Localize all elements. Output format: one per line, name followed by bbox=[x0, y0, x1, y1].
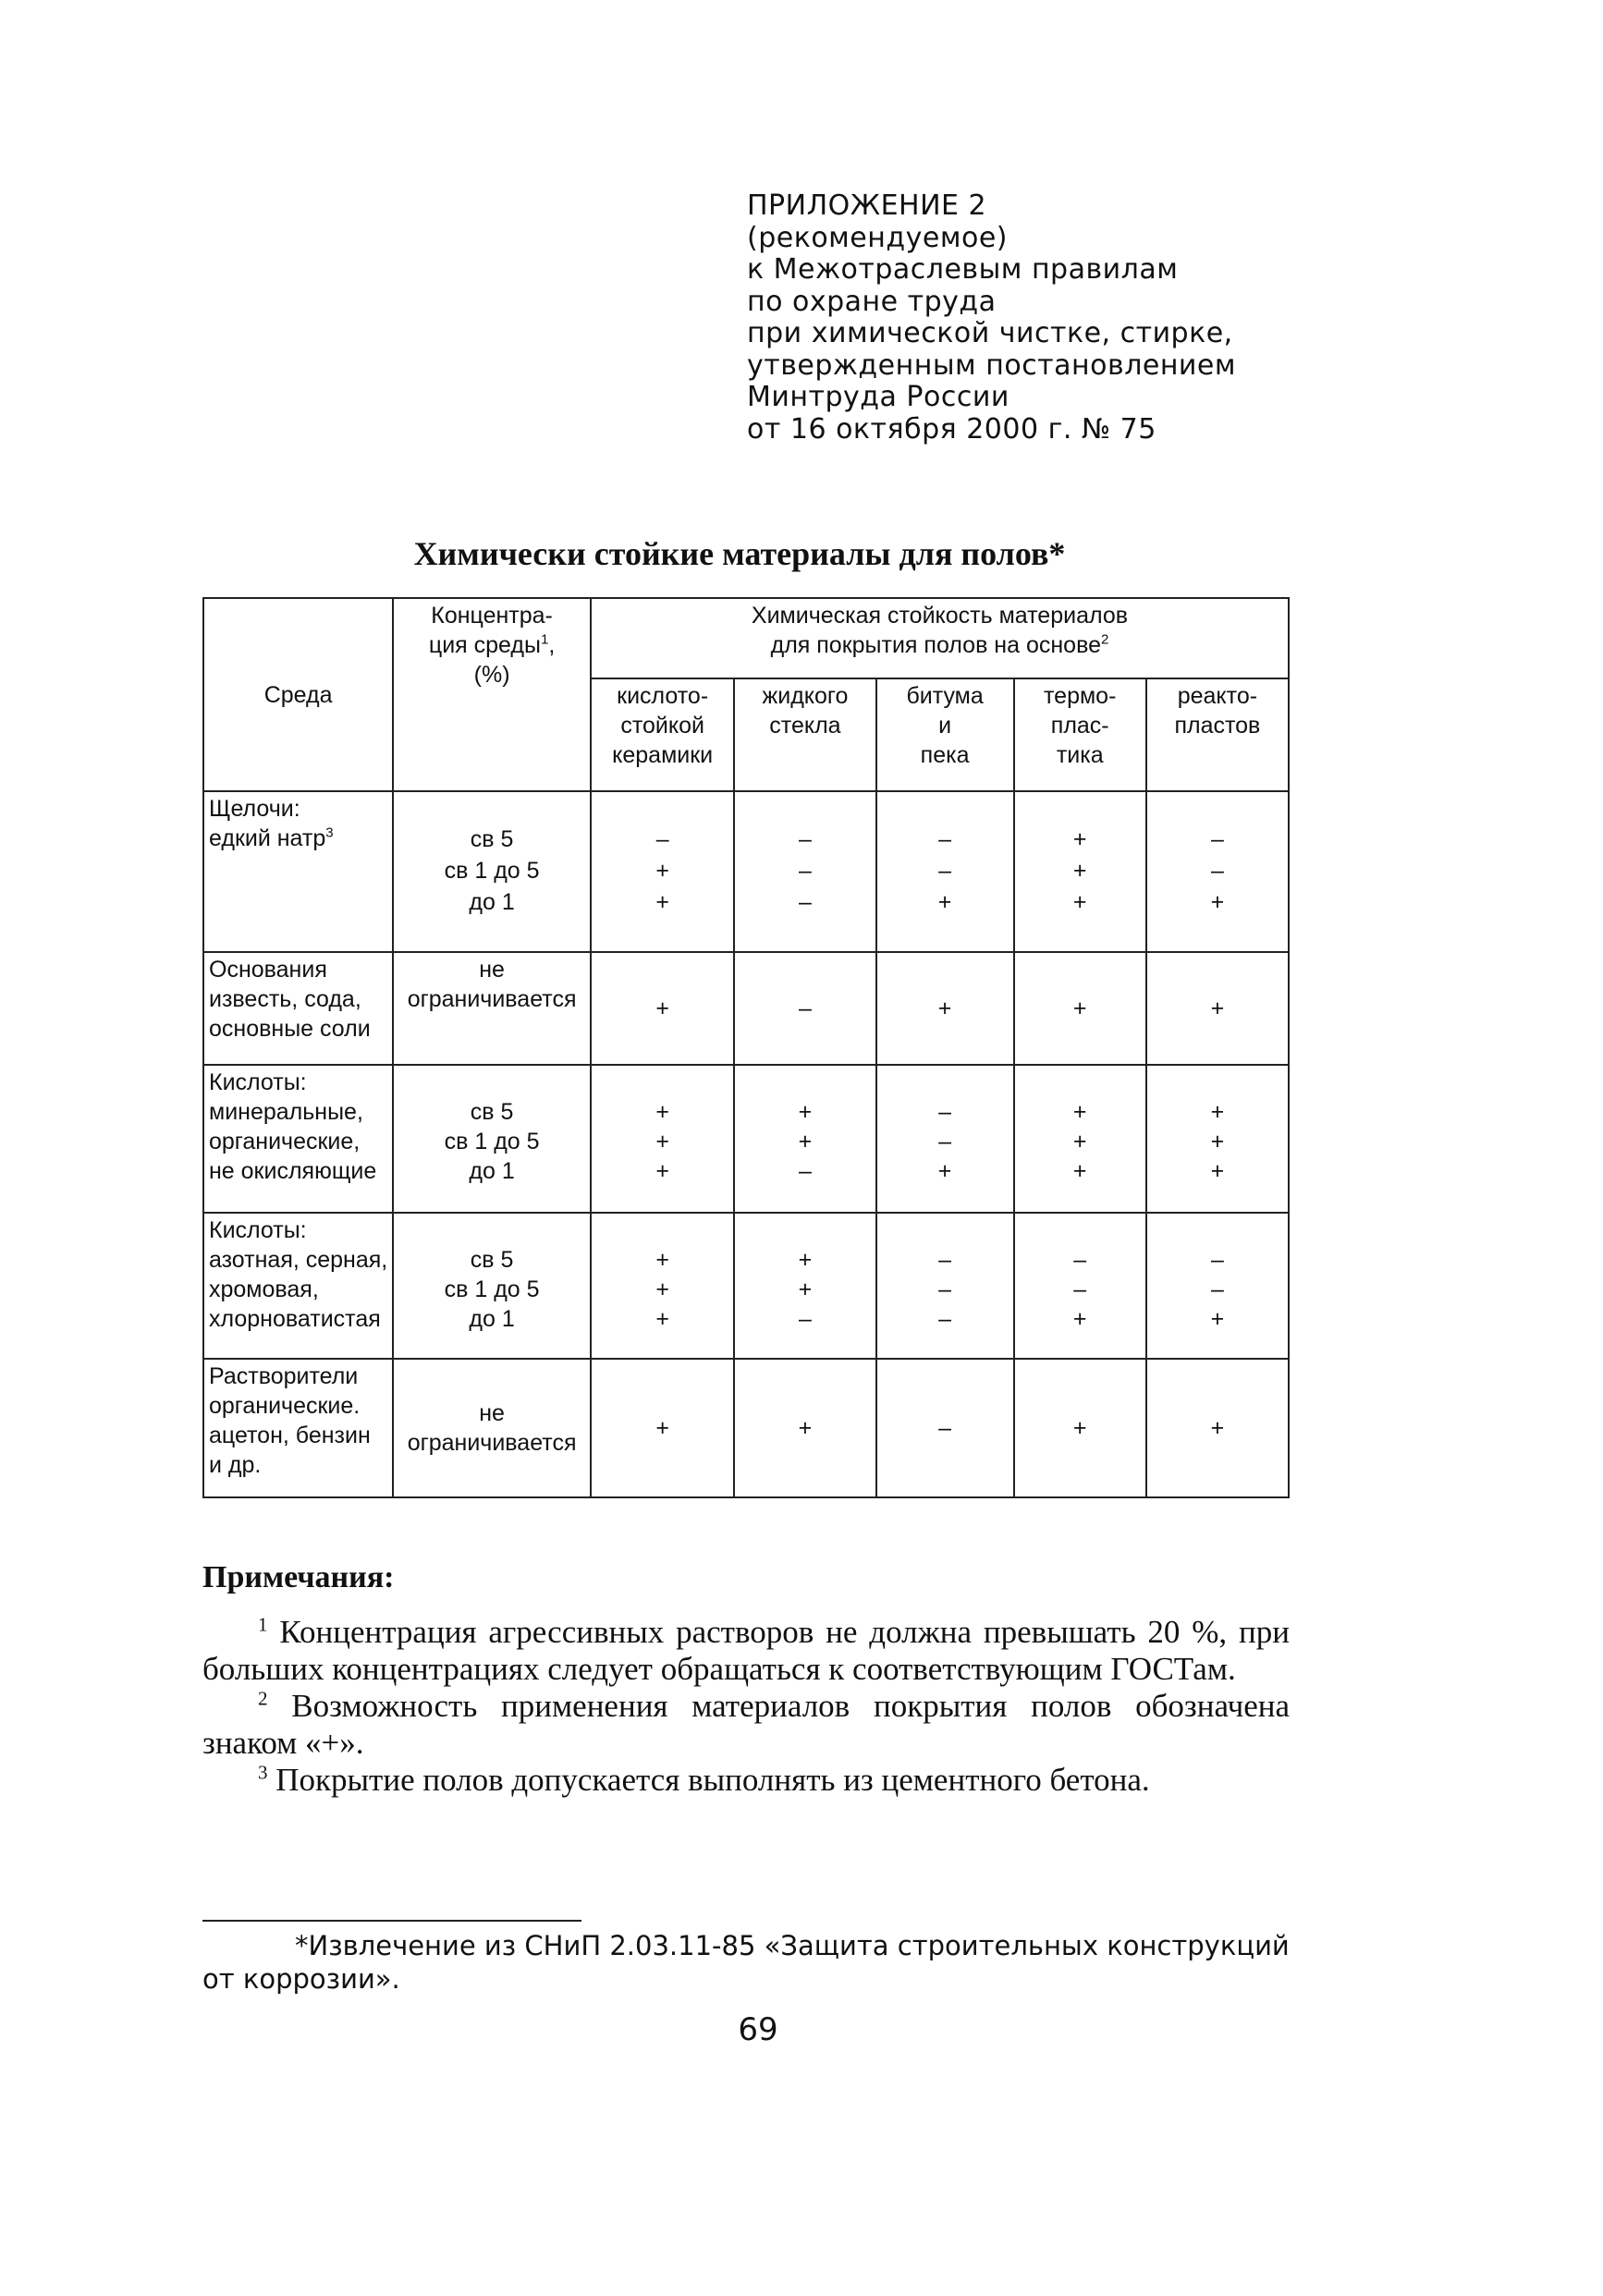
row-env: Растворители органические. ацетон, бензин и др. bbox=[203, 1359, 393, 1497]
row-val: + bbox=[1146, 1359, 1289, 1497]
row-val: + + – bbox=[734, 1065, 875, 1213]
row-val: + + + bbox=[1014, 1065, 1146, 1213]
row-val: – – + bbox=[1014, 1213, 1146, 1359]
row-val: + bbox=[734, 1359, 875, 1497]
appendix-line: от 16 октября 2000 г. № 75 bbox=[747, 412, 1156, 446]
row-val: – – + bbox=[1146, 1213, 1289, 1359]
note-item: $^2$ Возможность применения материалов покрытия полов обозначена знаком «+». bbox=[202, 1687, 1291, 1761]
row-val: + + + bbox=[591, 1065, 734, 1213]
row-val: – bbox=[734, 952, 875, 1065]
appendix-line: ПРИЛОЖЕНИЕ 2 bbox=[747, 189, 987, 222]
appendix-line: (рекомендуемое) bbox=[747, 221, 1008, 254]
row-val: – – + bbox=[876, 791, 1014, 952]
row-conc: св 5 св 1 до 5 до 1 bbox=[393, 791, 591, 952]
row-val: + bbox=[1014, 952, 1146, 1065]
row-val: + bbox=[1146, 952, 1289, 1065]
footnote-divider bbox=[202, 1920, 581, 1922]
row-val: – – + bbox=[876, 1065, 1014, 1213]
row-val: + + + bbox=[1014, 791, 1146, 952]
subheader-glass: жидкого стекла bbox=[734, 678, 875, 791]
subheader-bitumen: битума и пека bbox=[876, 678, 1014, 791]
row-val: + bbox=[876, 952, 1014, 1065]
page-number: 69 bbox=[738, 2011, 778, 2048]
row-conc: св 5 св 1 до 5 до 1 bbox=[393, 1065, 591, 1213]
table-row bbox=[203, 1065, 1289, 1213]
row-env: Щелочи: едкий натр$^3$ bbox=[203, 791, 393, 952]
materials-table bbox=[202, 597, 1290, 1498]
appendix-line: при химической чистке, стирке, bbox=[747, 317, 1233, 349]
row-conc: не ограничивается bbox=[393, 1359, 591, 1497]
row-val: + bbox=[1014, 1359, 1146, 1497]
row-val: + bbox=[591, 1359, 734, 1497]
table-row bbox=[203, 791, 1289, 952]
header-env: Среда bbox=[203, 598, 393, 791]
appendix-line: по охране труда bbox=[747, 285, 997, 318]
notes-heading: Примечания: bbox=[202, 1560, 395, 1594]
appendix-line: Минтруда России bbox=[747, 381, 1010, 413]
row-val: – – – bbox=[734, 791, 875, 952]
row-conc: св 5 св 1 до 5 до 1 bbox=[393, 1213, 591, 1359]
row-val: + + + bbox=[591, 1213, 734, 1359]
subheader-ceramics: кислото- стойкой керамики bbox=[591, 678, 734, 791]
row-conc: не ограничивается bbox=[393, 952, 591, 1065]
header-group: Химическая стойкость материалов для покрытия полов на основе$^2$ bbox=[591, 598, 1289, 678]
table-row bbox=[203, 1359, 1289, 1497]
header-row bbox=[203, 598, 1289, 678]
row-val: – bbox=[876, 1359, 1014, 1497]
note-item: $^3$ Покрытие полов допускается выполнять из цементного бетона. bbox=[258, 1761, 1150, 1798]
header-conc: Концентра- ция среды$^1$, (%) bbox=[393, 598, 591, 791]
row-val: + + – bbox=[734, 1213, 875, 1359]
table-row bbox=[203, 952, 1289, 1065]
row-val: + bbox=[591, 952, 734, 1065]
table-title: Химически стойкие материалы для полов* bbox=[413, 535, 1066, 572]
note-item: $^1$ Концентрация агрессивных растворов не должна превышать 20 %, при больших концентрациях следует обращаться к соответствующим ГОСТам. bbox=[202, 1613, 1291, 1687]
row-env: Кислоты: минеральные, органические, не окисляющие bbox=[203, 1065, 393, 1213]
row-val: + + + bbox=[1146, 1065, 1289, 1213]
notes-list bbox=[202, 1614, 1290, 1799]
row-val: – – + bbox=[1146, 791, 1289, 952]
row-val: – – – bbox=[876, 1213, 1014, 1359]
table-row bbox=[203, 1213, 1289, 1359]
row-val: – + + bbox=[591, 791, 734, 952]
appendix-header bbox=[747, 190, 1236, 446]
appendix-line: утвержденным постановлением bbox=[747, 348, 1237, 382]
subheader-thermoplastic: термо- плас- тика bbox=[1014, 678, 1146, 791]
appendix-line: к Межотраслевым правилам bbox=[747, 253, 1179, 286]
subheader-reactoplastic: реакто- пластов bbox=[1146, 678, 1289, 791]
footnote: *Извлечение из СНиП 2.03.11-85 «Защита строительных конструкций от коррозии». bbox=[202, 1930, 1290, 1995]
row-env: Кислоты: азотная, серная, хромовая, хлорноватистая bbox=[203, 1213, 393, 1359]
row-env: Основания известь, сода, основные соли bbox=[203, 952, 393, 1065]
